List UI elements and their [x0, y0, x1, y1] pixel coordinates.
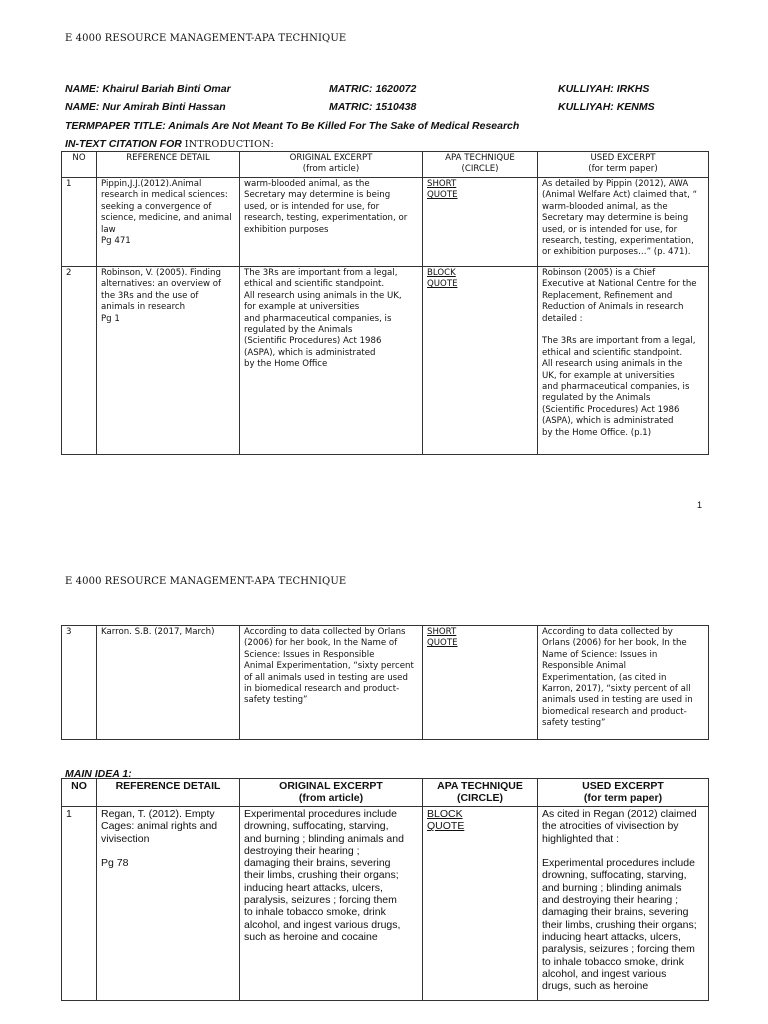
- table-row: [62, 267, 709, 455]
- row-original: According to data collected by Orlans (2006) for her book, In the Name of Science: Issues in Responsible Animal Experimentation, “sixty percent of all animals used in testing are used in biomedical research and product- safety testing”: [240, 626, 423, 740]
- citation-table-introduction: [61, 151, 709, 455]
- course-header: E 4000 RESOURCE MANAGEMENT-APA TECHNIQUE: [65, 33, 347, 44]
- col-original-excerpt: ORIGINAL EXCERPT (from article): [240, 152, 423, 178]
- table-row: [62, 807, 709, 1001]
- table-row: [62, 626, 709, 740]
- page-number: 1: [697, 500, 703, 510]
- col-used-excerpt: USED EXCERPT (for term paper): [538, 152, 709, 178]
- row-reference: Pippin,J.J.(2012).Animal research in medical sciences: seeking a convergence of science, medicine, and animal law Pg 471: [97, 178, 240, 267]
- row-reference: Regan, T. (2012). Empty Cages: animal rights and vivisection Pg 78: [97, 807, 240, 1001]
- main-idea-heading: MAIN IDEA 1:: [65, 768, 132, 780]
- student-1-kulliyah: KULLIYAH: IRKHS: [558, 83, 650, 95]
- student-1-name: NAME: Khairul Bariah Binti Omar: [65, 83, 231, 95]
- student-1-matric: MATRIC: 1620072: [329, 83, 417, 95]
- row-original: Experimental procedures include drowning, suffocating, starving, and burning ; blinding animals and destroying their hearing ; damaging their brains, severing their limbs, crushing their organs; inducing heart attacks, ulcers, paralysis, seizures ; forcing them to inhale tobacco smoke, drink alcohol, and ingest various drugs, such as heroine and cocaine: [240, 807, 423, 1001]
- row-apa: SHORT QUOTE: [423, 178, 538, 267]
- col-reference: REFERENCE DETAIL: [97, 152, 240, 178]
- row-no: 2: [62, 267, 97, 455]
- section-prefix: IN-TEXT CITATION FOR: [65, 138, 185, 150]
- col-no: NO: [62, 779, 97, 807]
- row-original: warm-blooded animal, as the Secretary may determine is being used, or is intended for use, for research, testing, experimentation, or exhibition purposes: [240, 178, 423, 267]
- col-used-excerpt: USED EXCERPT (for term paper): [538, 779, 709, 807]
- row-used: According to data collected by Orlans (2006) for her book, In the Name of Science: Issues in Responsible Animal Experimentation, (as cited in Karron, 2017), “sixty percent of all animals used in testing are used in biomedical research and product- safety testing”: [538, 626, 709, 740]
- course-header-page-2: E 4000 RESOURCE MANAGEMENT-APA TECHNIQUE: [65, 576, 347, 587]
- row-apa: BLOCK QUOTE: [423, 807, 538, 1001]
- col-original-excerpt: ORIGINAL EXCERPT (from article): [240, 779, 423, 807]
- table-row: [62, 178, 709, 267]
- col-reference: REFERENCE DETAIL: [97, 779, 240, 807]
- table-header-row: [62, 152, 709, 178]
- row-no: 3: [62, 626, 97, 740]
- citation-table-continued: [61, 625, 709, 740]
- row-no: 1: [62, 807, 97, 1001]
- row-used: As cited in Regan (2012) claimed the atrocities of vivisection by highlighted that : Experimental procedures include drowning, suffocating, starving, and burning ; blinding animals and destroying their hearing ; damaging their brains, severing their limbs, crushing their organs; inducing heart attacks, ulcers, paralysis, seizures ; forcing them to inhale tobacco smoke, drink alcohol, and ingest various drugs, such as heroine: [538, 807, 709, 1001]
- row-used: Robinson (2005) is a Chief Executive at National Centre for the Replacement, Refinement and Reduction of Animals in research detailed : The 3Rs are important from a legal, ethical and scientific standpoint. All research using animals in the UK, for example at universities and pharmaceutical companies, is regulated by the Animals (Scientific Procedures) Act 1986 (ASPA), which is administrated by the Home Office. (p.1): [538, 267, 709, 455]
- student-2-matric: MATRIC: 1510438: [329, 101, 417, 113]
- row-apa: SHORT QUOTE: [423, 626, 538, 740]
- row-no: 1: [62, 178, 97, 267]
- student-2-kulliyah: KULLIYAH: KENMS: [558, 101, 655, 113]
- col-apa-technique: APA TECHNIQUE (CIRCLE): [423, 779, 538, 807]
- student-2-name: NAME: Nur Amirah Binti Hassan: [65, 101, 226, 113]
- section-introduction-heading: [65, 138, 274, 150]
- termpaper-title: TERMPAPER TITLE: Animals Are Not Meant To Be Killed For The Sake of Medical Research: [65, 120, 520, 132]
- row-used: As detailed by Pippin (2012), AWA (Animal Welfare Act) claimed that, “ warm-blooded animal, as the Secretary may determine is being used, or is intended for use, for research, testing, experimentation, or exhibition purposes…” (p. 471).: [538, 178, 709, 267]
- col-apa-technique: APA TECHNIQUE (CIRCLE): [423, 152, 538, 178]
- table-header-row: [62, 779, 709, 807]
- row-original: The 3Rs are important from a legal, ethical and scientific standpoint. All research using animals in the UK, for example at universities and pharmaceutical companies, is regulated by the Animals (Scientific Procedures) Act 1986 (ASPA), which is administrated by the Home Office: [240, 267, 423, 455]
- row-reference: Karron. S.B. (2017, March): [97, 626, 240, 740]
- row-reference: Robinson, V. (2005). Finding alternatives: an overview of the 3Rs and the use of animals in research Pg 1: [97, 267, 240, 455]
- citation-table-main-idea: [61, 778, 709, 1001]
- col-no: NO: [62, 152, 97, 178]
- row-apa: BLOCK QUOTE: [423, 267, 538, 455]
- section-suffix: INTRODUCTION:: [184, 139, 274, 150]
